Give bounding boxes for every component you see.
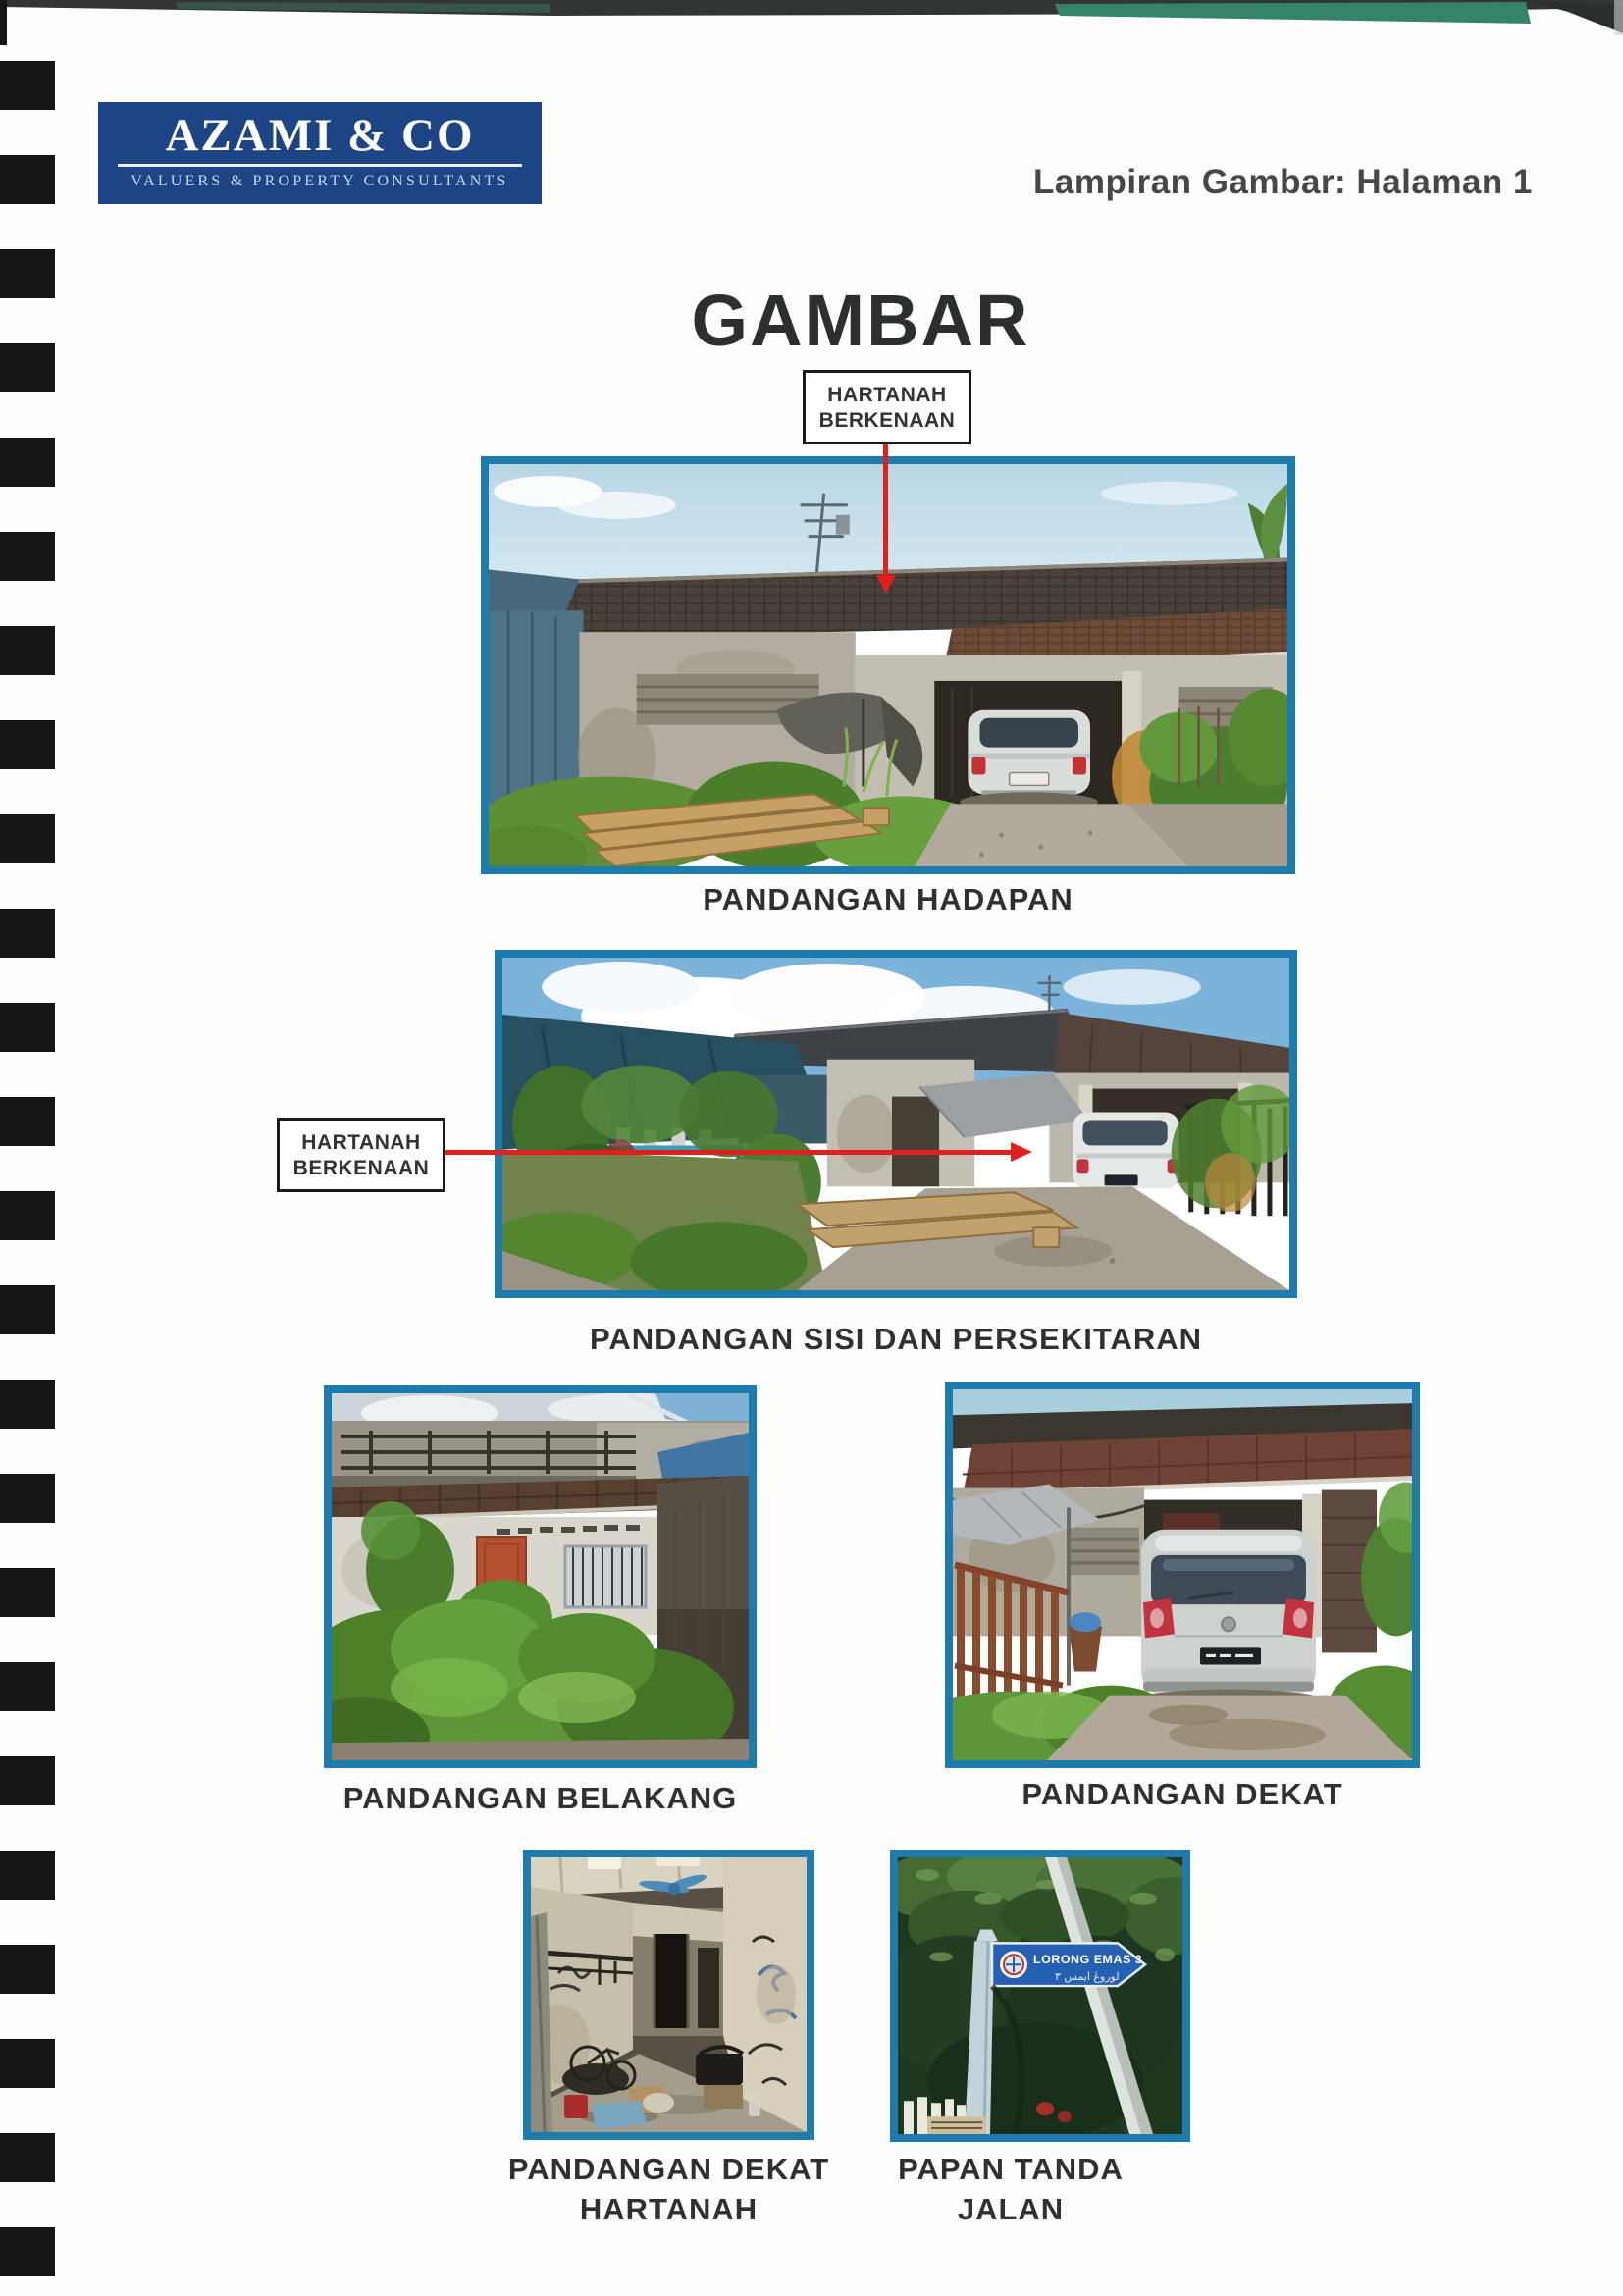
company-name: AZAMI & CO bbox=[165, 110, 475, 161]
red-pointer-line-right bbox=[445, 1150, 1013, 1155]
photo-close-up-view bbox=[945, 1382, 1420, 1768]
photo-road-signboard bbox=[890, 1850, 1190, 2142]
front-view-illustration bbox=[489, 464, 1287, 866]
grilled-window bbox=[565, 1546, 646, 1607]
binding-comb bbox=[0, 61, 55, 2276]
red-arrowhead-right bbox=[1011, 1142, 1032, 1162]
parked-car bbox=[968, 710, 1090, 797]
dark-doorway bbox=[654, 1934, 688, 2028]
caption-close-up-view: PANDANGAN DEKAT bbox=[1021, 1777, 1343, 1811]
attachment-page-label: Lampiran Gambar: Halaman 1 bbox=[1033, 163, 1533, 201]
callout-subject-property-1 bbox=[803, 370, 971, 444]
interior-illustration bbox=[531, 1857, 807, 2132]
caption-interior-view bbox=[494, 2149, 844, 2229]
callout-subject-property-2 bbox=[277, 1118, 445, 1192]
scan-edge-artifact bbox=[0, 0, 1623, 35]
company-logo bbox=[98, 102, 542, 204]
rear-view-illustration bbox=[332, 1393, 749, 1760]
caption-rear-view: PANDANGAN BELAKANG bbox=[342, 1781, 738, 1815]
photo-interior-view bbox=[523, 1850, 814, 2140]
company-tagline: VALUERS & PROPERTY CONSULTANTS bbox=[131, 173, 509, 189]
binding-edge bbox=[0, 0, 7, 45]
red-arrowhead-down bbox=[876, 575, 896, 594]
caption-side-view: PANDANGAN SISI DAN PERSEKITARAN bbox=[589, 1322, 1203, 1356]
caption-line2: JALAN bbox=[957, 2192, 1065, 2226]
page-title: GAMBAR bbox=[691, 280, 1030, 361]
caption-line2: HARTANAH bbox=[579, 2192, 759, 2226]
road-name-jawi-text: لوروڠ ايمس ٣ bbox=[1055, 1970, 1120, 1984]
caption-line1: PAPAN TANDA bbox=[898, 2152, 1124, 2186]
callout-line2: BERKENAAN bbox=[818, 409, 956, 432]
callout-line1: HARTANAH bbox=[827, 384, 947, 406]
street-name-sign bbox=[992, 1943, 1145, 1986]
caption-line1: PANDANGAN DEKAT bbox=[507, 2152, 830, 2186]
signboard-illustration bbox=[898, 1857, 1182, 2134]
callout-line2: BERKENAAN bbox=[292, 1157, 430, 1179]
photo-side-view bbox=[495, 950, 1297, 1298]
caption-road-signboard bbox=[834, 2149, 1187, 2229]
red-pointer-line-down bbox=[883, 444, 888, 577]
logo-divider bbox=[118, 164, 522, 167]
callout-line1: HARTANAH bbox=[301, 1131, 421, 1154]
caption-front-view: PANDANGAN HADAPAN bbox=[703, 882, 1073, 916]
road-name-text: LORONG EMAS 3 bbox=[1033, 1953, 1143, 1967]
photo-front-view bbox=[481, 456, 1295, 874]
close-up-illustration bbox=[953, 1389, 1412, 1760]
hatchback-car-rear bbox=[1130, 1530, 1327, 1713]
left-shed-wall bbox=[489, 610, 583, 806]
parked-car bbox=[1073, 1113, 1178, 1189]
photo-rear-view bbox=[324, 1385, 757, 1768]
side-view-illustration bbox=[502, 958, 1289, 1290]
